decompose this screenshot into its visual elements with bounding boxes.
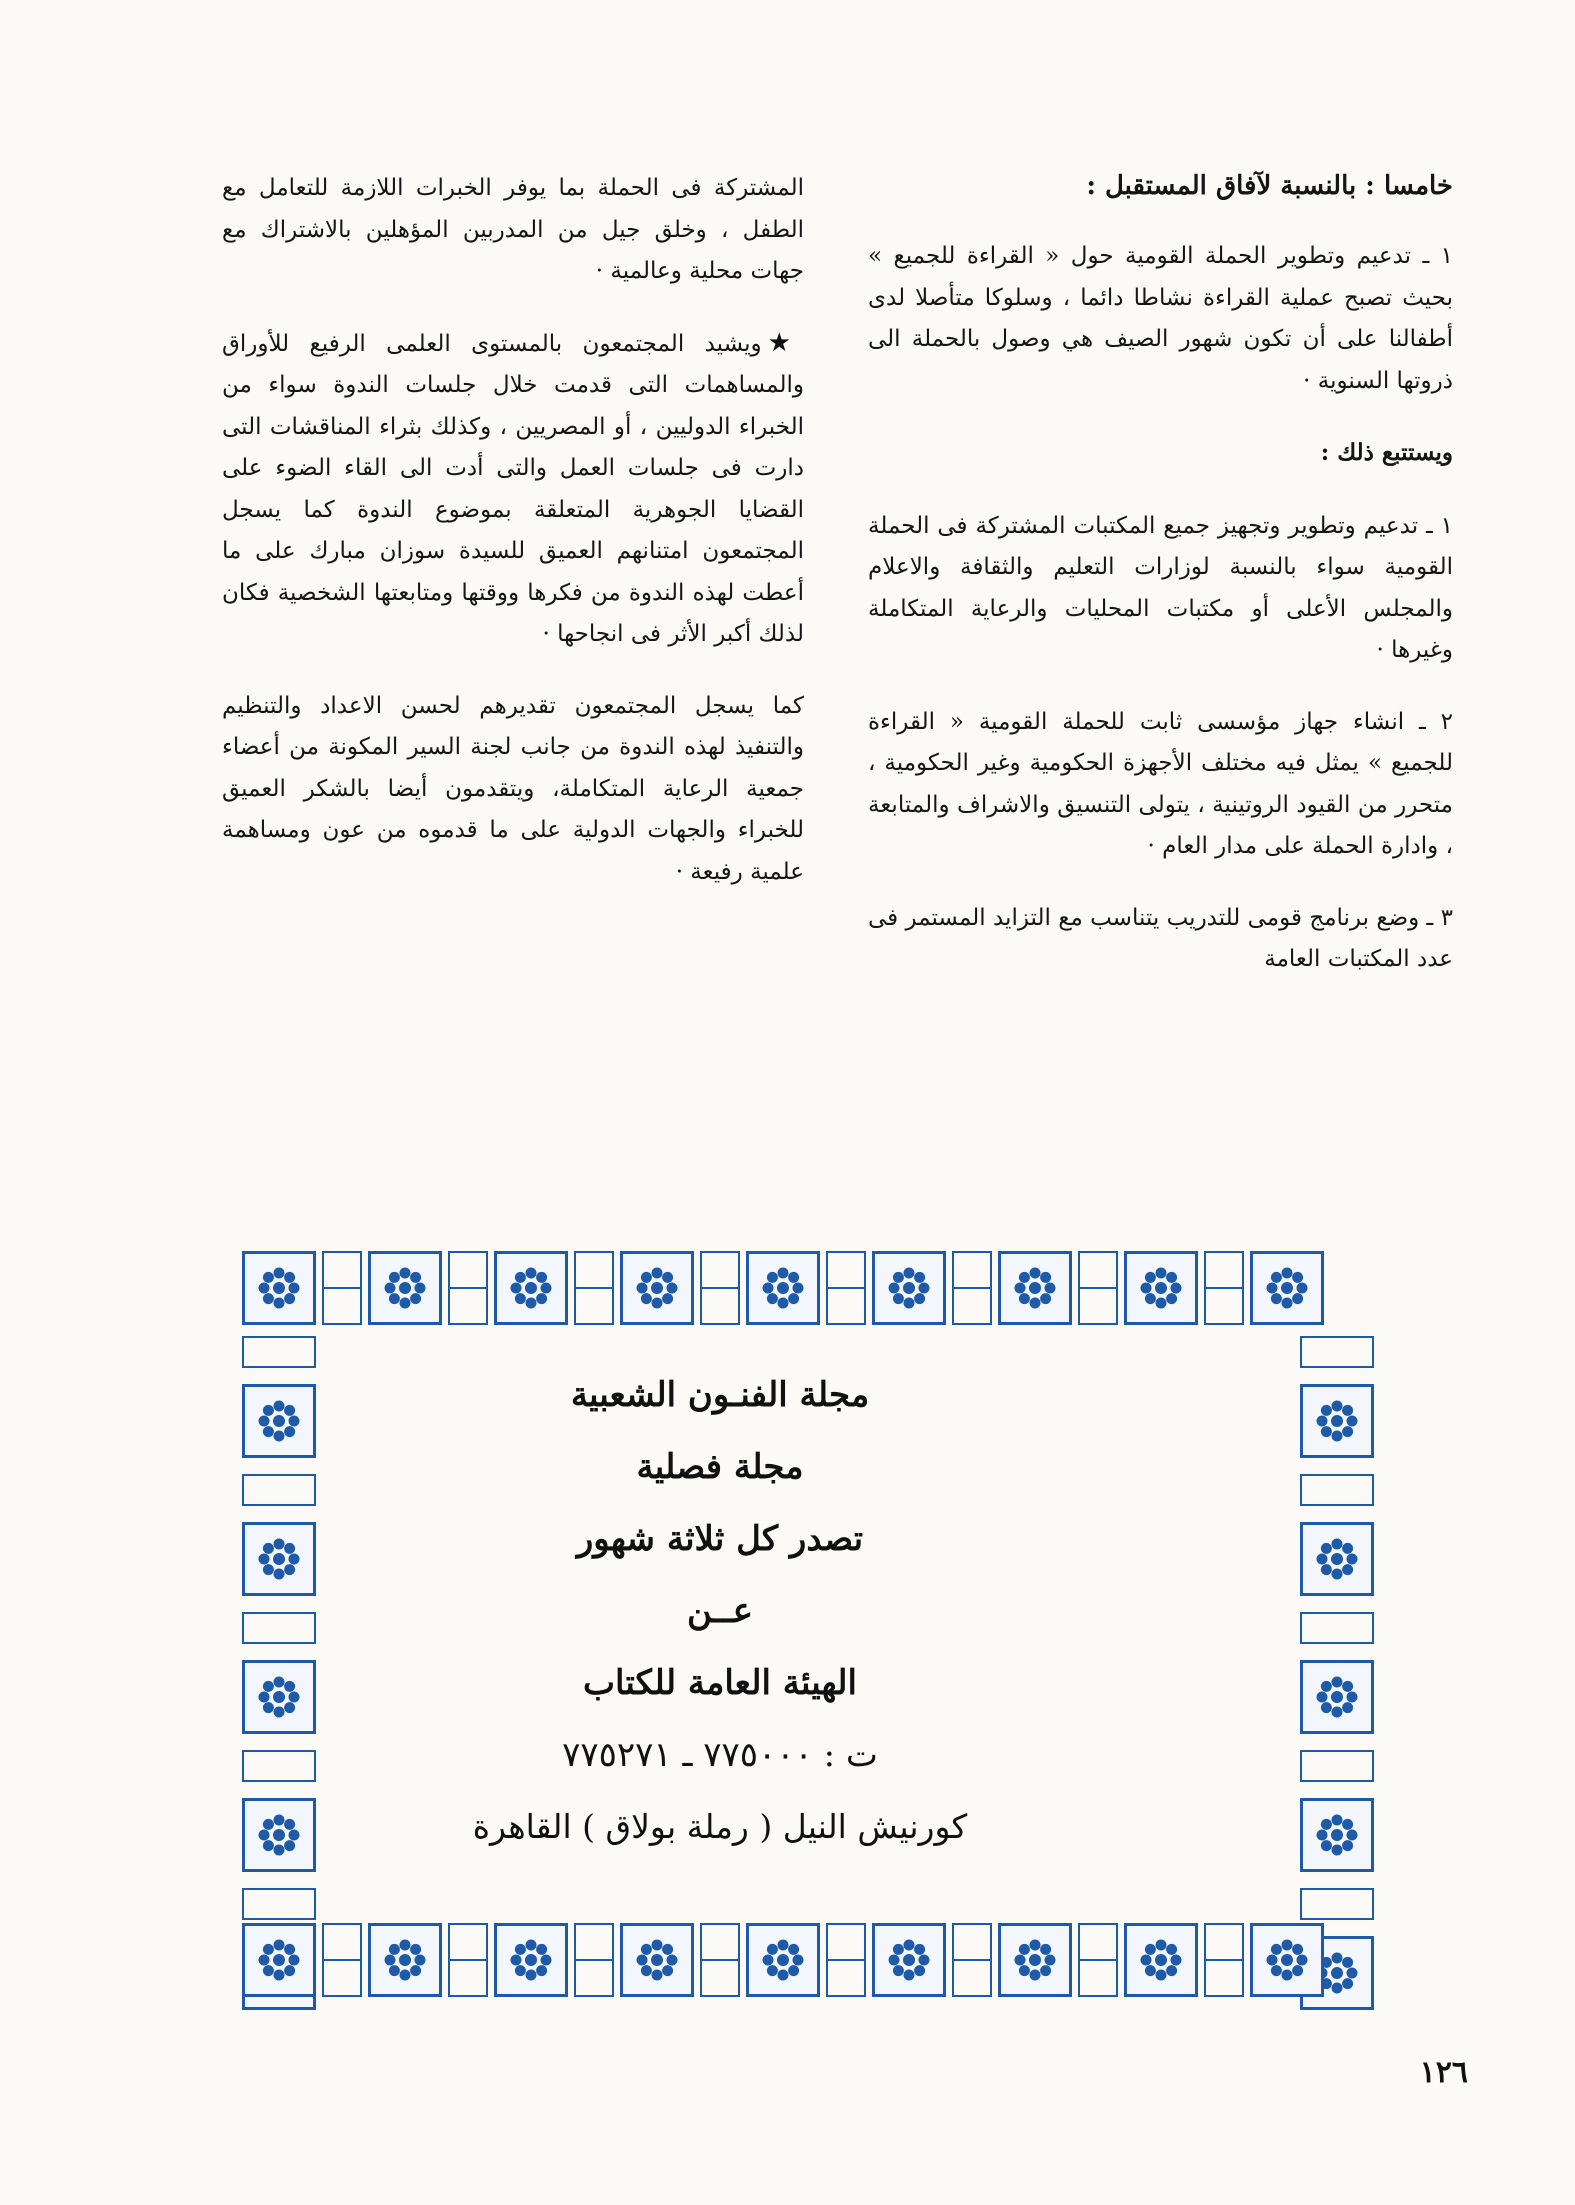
ornament-bar [574,1251,614,1325]
paragraph: ٢ ـ انشاء جهاز مؤسسى ثابت للحملة القومية « القراءة للجميع » يمثل فيه مختلف الأجهزة الحكومية وغير الحكومية ، متحرر من القيود الروتينية ، يتولى التنسيق والاشراف والمتابعة ، وادارة الحملة على مدار العام · [868,708,1453,859]
flower-ornament-icon [1258,1259,1316,1317]
ornament-bar [700,1923,740,1997]
paragraph: المشتركة فى الحملة بما يوفر الخبرات اللازمة للتعامل مع الطفل ، وخلق جيل من المدربين المؤهلين بالاشتراك مع جهات محلية وعالمية · [222,175,804,284]
magazine-title: مجلة الفنـون الشعبية [570,1375,870,1415]
ornament-bar [1300,1336,1374,1368]
section-heading: خامسا : بالنسبة لآفاق المستقبل : [1086,171,1453,201]
ornament-bar [952,1251,992,1325]
ornament-tile [1300,1660,1374,1734]
flower-ornament-icon [880,1931,938,1989]
ornament-bar [448,1923,488,1997]
flower-ornament-icon [250,1392,308,1450]
flower-ornament-icon [628,1931,686,1989]
ornament-tile [494,1251,568,1325]
publisher-name: الهيئة العامة للكتاب [583,1663,857,1703]
flower-ornament-icon [628,1259,686,1317]
publication-box [340,1375,1100,1847]
ornament-tile [494,1923,568,1997]
flower-ornament-icon [880,1259,938,1317]
flower-ornament-icon [376,1259,434,1317]
flower-ornament-icon [1132,1931,1190,1989]
flower-ornament-icon [754,1931,812,1989]
ornament-tile [242,1798,316,1872]
ornament-tile [242,1251,316,1325]
frame-top-border [242,1248,1374,1328]
ornament-bar [700,1251,740,1325]
ornament-bar [952,1923,992,1997]
ornament-tile [620,1251,694,1325]
paragraph: ١ ـ تدعيم وتطوير الحملة القومية حول « القراءة للجميع » بحيث تصبح عملية القراءة نشاطا دائما ، وسلوكا متأصلا لدى أطفالنا على أن تكون شهور الصيف هي وصول بالحملة الى ذروتها السنوية · [868,243,1453,394]
ornament-tile [1300,1384,1374,1458]
ornament-bar [1078,1251,1118,1325]
ornament-bar [242,1888,316,1920]
ornament-bar [826,1923,866,1997]
flower-ornament-icon [376,1931,434,1989]
flower-ornament-icon [1258,1931,1316,1989]
right-column [868,168,1453,1011]
ornament-tile [746,1923,820,1997]
ornament-tile [998,1923,1072,1997]
address: كورنيش النيل ( رملة بولاق ) القاهرة [472,1807,968,1846]
flower-ornament-icon [1006,1931,1064,1989]
ornament-tile [1124,1251,1198,1325]
ornament-tile [368,1923,442,1997]
ornament-bar [1204,1251,1244,1325]
ornament-bar [322,1923,362,1997]
ornament-tile [1300,1522,1374,1596]
paragraph [222,323,804,656]
ornament-bar [322,1251,362,1325]
magazine-frequency: مجلة فصلية [636,1447,804,1487]
star-icon: ★ [767,327,804,358]
issue-schedule: تصدر كل ثلاثة شهور [576,1519,864,1559]
flower-ornament-icon [1006,1259,1064,1317]
ornament-bar [1204,1923,1244,1997]
flower-ornament-icon [502,1931,560,1989]
ornament-bar [1300,1474,1374,1506]
ornament-bar [448,1251,488,1325]
ornament-tile [242,1384,316,1458]
ornament-tile [872,1923,946,1997]
ornament-tile [872,1251,946,1325]
ornament-tile [368,1251,442,1325]
ornament-bar [1300,1612,1374,1644]
flower-ornament-icon [754,1259,812,1317]
paragraph-text: ويشيد المجتمعون بالمستوى العلمى الرفيع للأوراق والمساهمات التى قدمت خلال جلسات الندوة سواء من الخبراء الدوليين ، أو المصريين ، وكذلك بثراء المناقشات التى دارت فى جلسات العمل والتى أدت الى القاء الضوء على القضايا الجوهرية المتعلقة بموضوع الندوة كما يسجل المجتمعون امتنانهم العميق للسيدة سوزان مبارك على ما أعطت لهذه الندوة من فكرها ووقتها ومتابعتها الشخصية فكان لذلك أكبر الأثر فى انجاحها · [222,330,804,647]
frame-bottom-border [242,1920,1374,2000]
flower-ornament-icon [250,1259,308,1317]
ornament-bar [242,1612,316,1644]
paragraph: ٣ ـ وضع برنامج قومى للتدريب يتناسب مع التزايد المستمر فى عدد المكتبات العامة [868,904,1453,972]
flower-ornament-icon [250,1530,308,1588]
ornament-tile [998,1251,1072,1325]
ornament-bar [242,1474,316,1506]
page-number: ١٢٦ [1419,2055,1468,2090]
ornament-bar [1300,1750,1374,1782]
ornament-tile [1250,1251,1324,1325]
ornament-bar [1300,1888,1374,1920]
ornament-tile [242,1660,316,1734]
ornament-bar [242,1336,316,1368]
flower-ornament-icon [502,1259,560,1317]
ornament-tile [242,1923,316,1997]
ornament-tile [620,1923,694,1997]
publisher-prefix: عــن [686,1591,754,1631]
ornament-bar [1078,1923,1118,1997]
ornament-tile [1300,1798,1374,1872]
flower-ornament-icon [250,1668,308,1726]
paragraph: ١ ـ تدعيم وتطوير وتجهيز جميع المكتبات المشتركة فى الحملة القومية سواء بالنسبة لوزارات التعليم والثقافة والاعلام والمجلس الأعلى أو مكتبات المحليات والرعاية المتكاملة وغيرها · [868,512,1453,663]
flower-ornament-icon [1308,1392,1366,1450]
flower-ornament-icon [1308,1668,1366,1726]
paragraph: كما يسجل المجتمعون تقديرهم لحسن الاعداد والتنظيم والتنفيذ لهذه الندوة من جانب لجنة السير المكونة من أعضاء جمعية الرعاية المتكاملة، ويتقدمون أيضا بالشكر العميق للخبراء والجهات الدولية على ما قدموه من عون ومساهمة علمية رفيعة · [222,692,804,885]
ornament-tile [1250,1923,1324,1997]
phone-numbers: ت : ٧٧٥٠٠٠ ـ ٧٧٥٢٧١ [562,1735,878,1775]
ornament-tile [242,1522,316,1596]
intro-line: ويستتبع ذلك : [1320,439,1453,466]
ornament-bar [574,1923,614,1997]
ornament-tile [746,1251,820,1325]
flower-ornament-icon [1308,1806,1366,1864]
flower-ornament-icon [1308,1530,1366,1588]
ornament-bar [242,1750,316,1782]
flower-ornament-icon [1132,1259,1190,1317]
flower-ornament-icon [250,1806,308,1864]
ornament-bar [826,1251,866,1325]
ornament-tile [1124,1923,1198,1997]
left-column [222,168,804,923]
flower-ornament-icon [250,1931,308,1989]
